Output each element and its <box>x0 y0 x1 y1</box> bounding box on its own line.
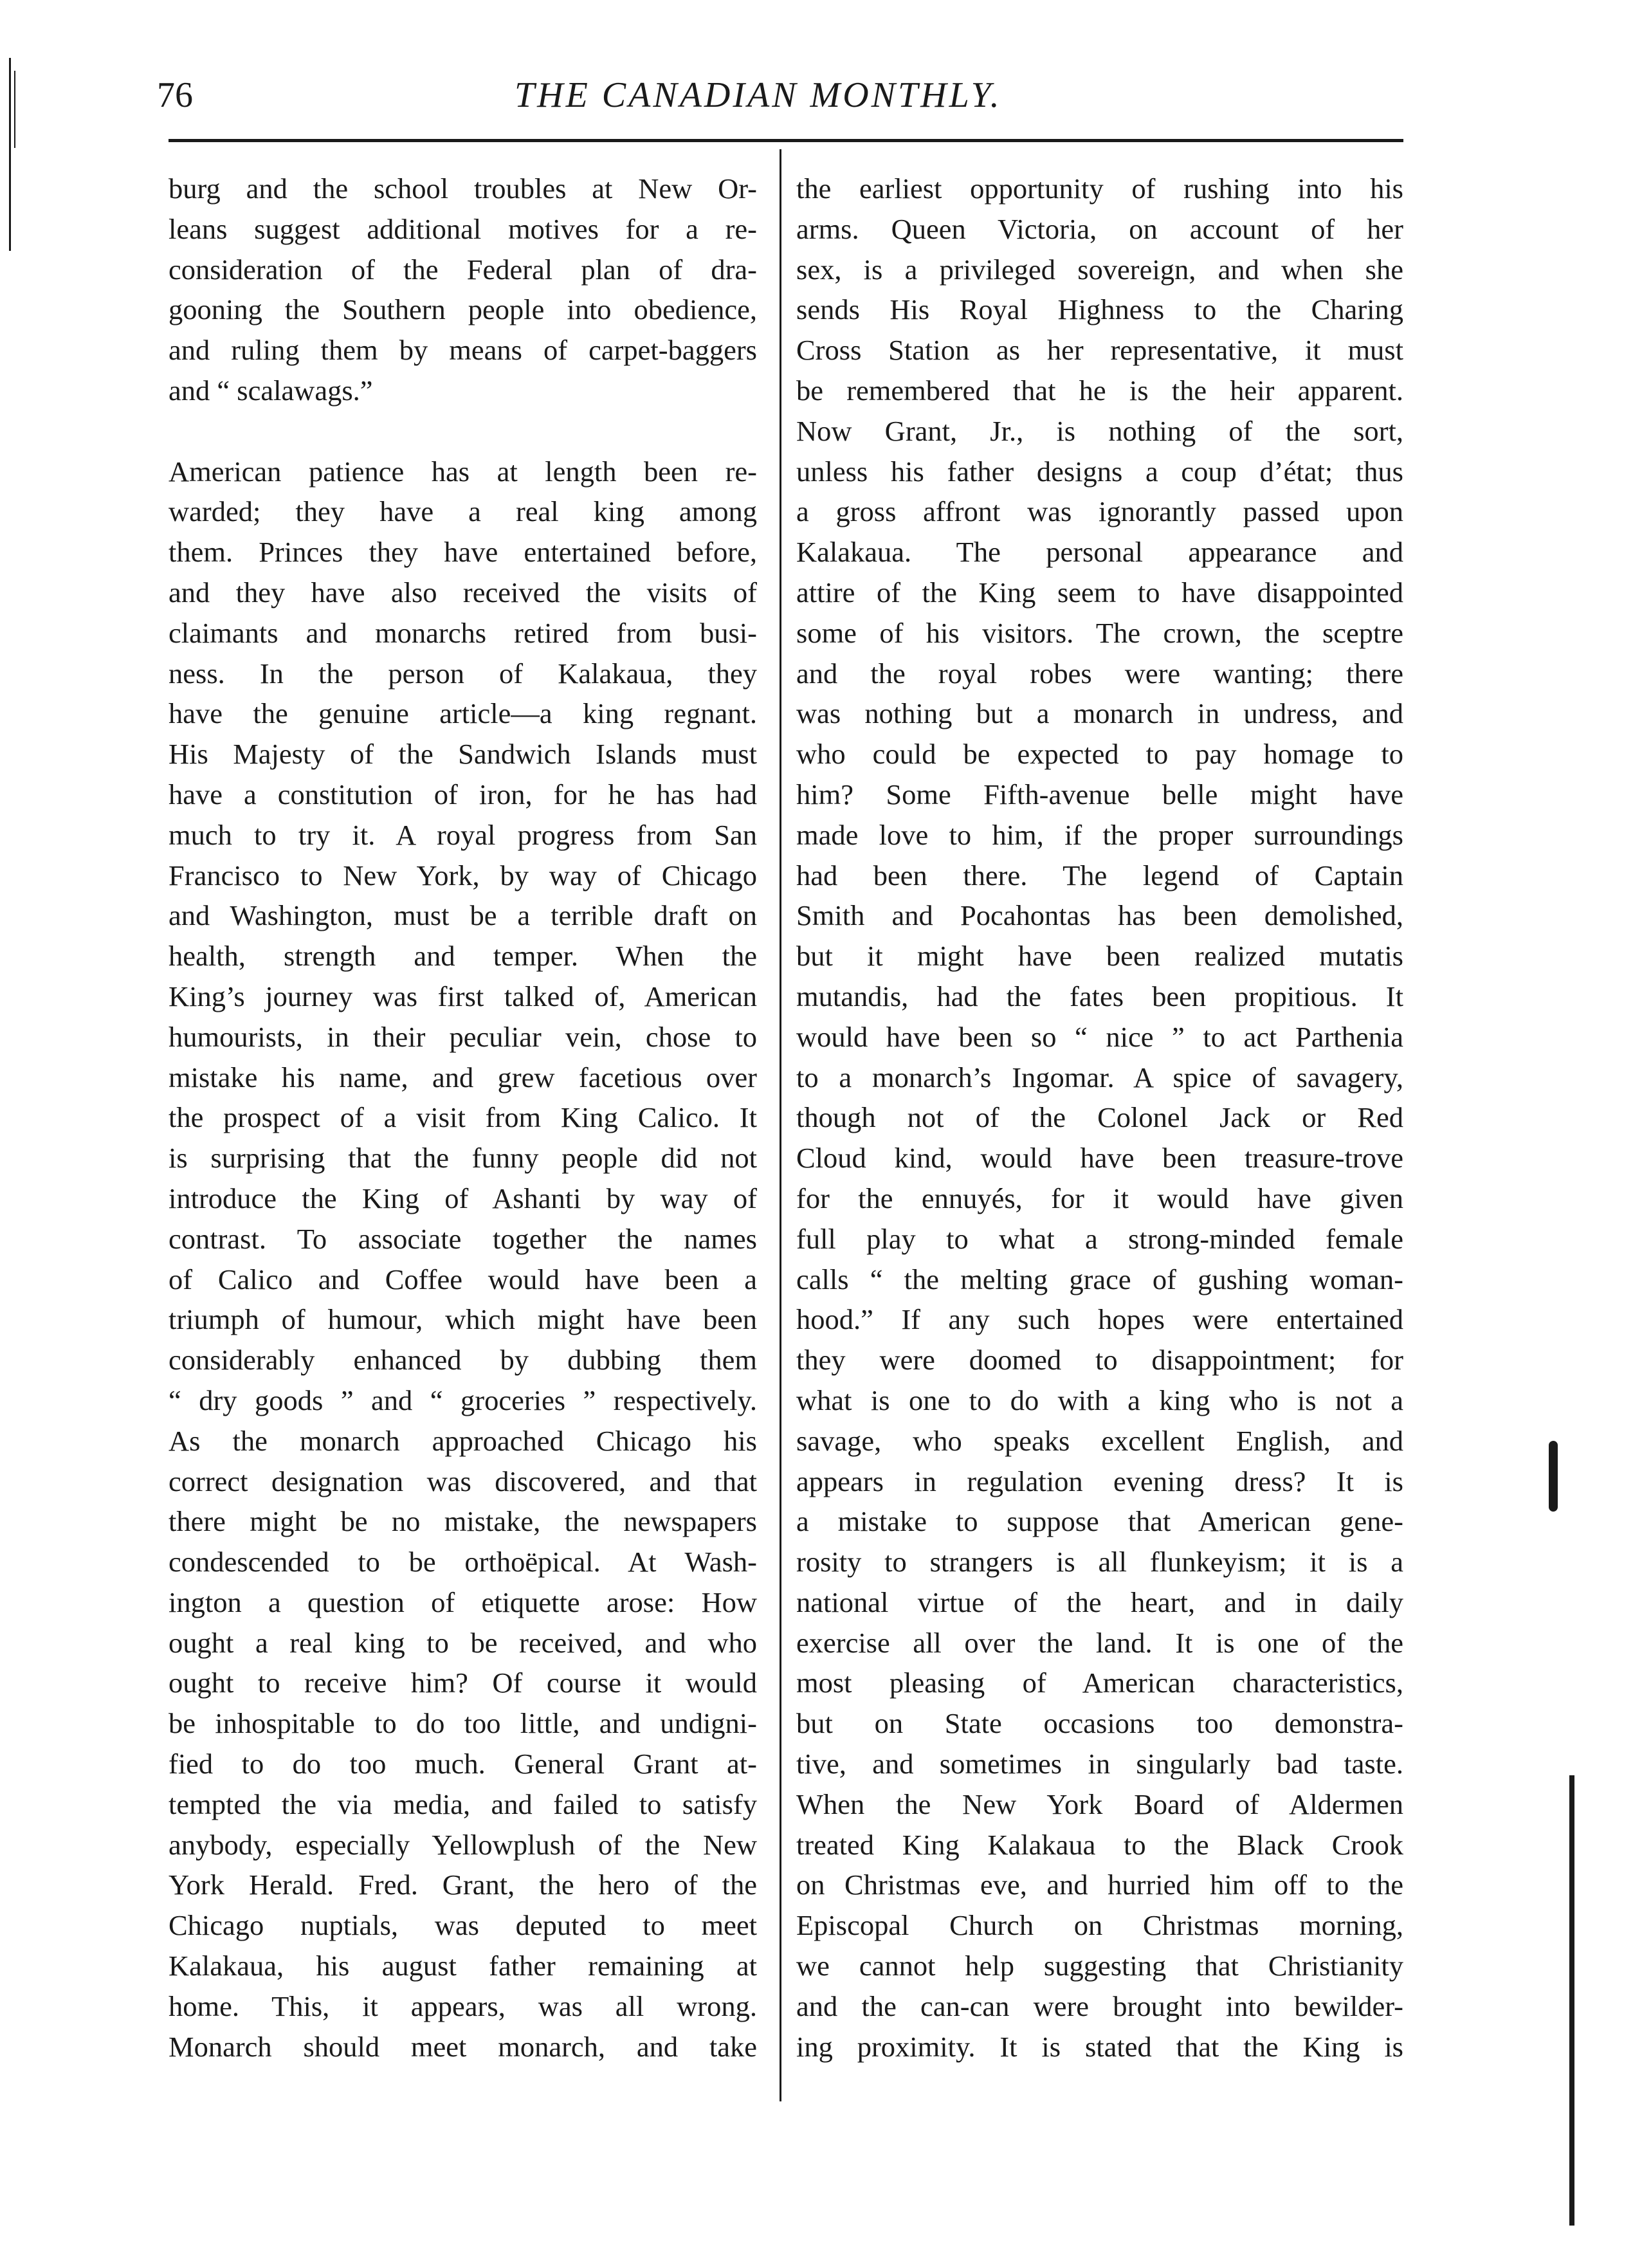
text-line: them. Princes they have entertained before, <box>169 536 757 569</box>
page-number: 76 <box>157 75 193 115</box>
text-line: exercise all over the land. It is one of the <box>796 1626 1403 1659</box>
column-divider <box>780 149 781 2101</box>
text-line: was nothing but a monarch in undress, and <box>796 697 1403 730</box>
text-line: on Christmas eve, and hurried him off to the <box>796 1869 1403 1901</box>
text-line: As the monarch approached Chicago his <box>169 1424 757 1457</box>
text-line: and the can-can were brought into bewilder- <box>796 1989 1403 2022</box>
text-line: consideration of the Federal plan of dra- <box>169 253 757 286</box>
text-line: have a constitution of iron, for he has had <box>169 778 757 810</box>
text-line: unless his father designs a coup d’état; thus <box>796 455 1403 488</box>
text-line: him? Some Fifth-avenue belle might have <box>796 778 1403 810</box>
text-line: ington a question of etiquette arose: How <box>169 1586 757 1618</box>
text-line: the earliest opportunity of rushing into his <box>796 172 1403 205</box>
text-line: and the royal robes were wanting; there <box>796 657 1403 690</box>
text-line: “ dry goods ” and “ groceries ” respectively. <box>169 1384 757 1416</box>
text-line: arms. Queen Victoria, on account of her <box>796 212 1403 245</box>
text-line: condescended to be orthoëpical. At Wash- <box>169 1546 757 1578</box>
left-column <box>169 169 757 2067</box>
text-line: what is one to do with a king who is not a <box>796 1384 1403 1416</box>
text-line: appears in regulation evening dress? It is <box>796 1465 1403 1497</box>
text-line: humourists, in their peculiar vein, chose to <box>169 1020 757 1053</box>
binding-edge-mark <box>14 71 15 148</box>
text-line: warded; they have a real king among <box>169 495 757 528</box>
text-line: though not of the Colonel Jack or Red <box>796 1101 1403 1134</box>
text-line: Episcopal Church on Christmas morning, <box>796 1909 1403 1942</box>
page-edge-mark <box>1549 1441 1558 1512</box>
text-line: there might be no mistake, the newspapers <box>169 1505 757 1538</box>
text-line: His Majesty of the Sandwich Islands must <box>169 738 757 771</box>
text-line: Francisco to New York, by way of Chicago <box>169 859 757 892</box>
text-line: When the New York Board of Aldermen <box>796 1788 1403 1820</box>
text-line: Chicago nuptials, was deputed to meet <box>169 1909 757 1942</box>
text-line: fied to do too much. General Grant at- <box>169 1748 757 1780</box>
text-line: who could be expected to pay homage to <box>796 738 1403 771</box>
page-edge-mark <box>1569 1775 1574 2226</box>
text-line: be remembered that he is the heir apparent. <box>796 374 1403 407</box>
text-line: mistake his name, and grew facetious over <box>169 1061 757 1093</box>
binding-edge-mark <box>9 58 11 251</box>
text-line: anybody, especially Yellowplush of the New <box>169 1828 757 1861</box>
text-line: made love to him, if the proper surroundings <box>796 818 1403 851</box>
text-line: treated King Kalakaua to the Black Crook <box>796 1828 1403 1861</box>
text-line: be inhospitable to do too little, and undigni- <box>169 1707 757 1740</box>
text-line: savage, who speaks excellent English, and <box>796 1424 1403 1457</box>
text-line: and “ scalawags.” <box>169 374 373 407</box>
text-line: health, strength and temper. When the <box>169 940 757 973</box>
text-line: a gross affront was ignorantly passed upon <box>796 495 1403 528</box>
text-line: tempted the via media, and failed to satisfy <box>169 1788 757 1820</box>
text-line: ought to receive him? Of course it would <box>169 1667 757 1699</box>
text-line: Smith and Pocahontas has been demolished, <box>796 899 1403 932</box>
text-line: burg and the school troubles at New Or- <box>169 172 757 205</box>
text-line: triumph of humour, which might have been <box>169 1303 757 1336</box>
text-line: gooning the Southern people into obedience, <box>169 293 757 326</box>
text-line: full play to what a strong-minded female <box>796 1222 1403 1255</box>
text-line: home. This, it appears, was all wrong. <box>169 1989 757 2022</box>
text-line: mutandis, had the fates been propitious. It <box>796 980 1403 1012</box>
text-line: we cannot help suggesting that Christianity <box>796 1950 1403 1982</box>
text-line: and ruling them by means of carpet-baggers <box>169 334 757 367</box>
text-line: have the genuine article—a king regnant. <box>169 697 757 730</box>
text-line: a mistake to suppose that American gene- <box>796 1505 1403 1538</box>
text-line: attire of the King seem to have disappointed <box>796 576 1403 608</box>
text-line: had been there. The legend of Captain <box>796 859 1403 892</box>
text-line: some of his visitors. The crown, the sceptre <box>796 616 1403 649</box>
text-line: Kalakaua. The personal appearance and <box>796 536 1403 569</box>
text-line: Kalakaua, his august father remaining at <box>169 1950 757 1982</box>
text-line: King’s journey was first talked of, American <box>169 980 757 1012</box>
text-line: is surprising that the funny people did not <box>169 1142 757 1175</box>
text-line: most pleasing of American characteristics, <box>796 1667 1403 1699</box>
text-line: American patience has at length been re- <box>169 455 757 488</box>
text-line: ought a real king to be received, and who <box>169 1626 757 1659</box>
text-line: claimants and monarchs retired from busi- <box>169 616 757 649</box>
text-line: they were doomed to disappointment; for <box>796 1344 1403 1376</box>
text-line: ing proximity. It is stated that the King is <box>796 2030 1403 2063</box>
text-line: ness. In the person of Kalakaua, they <box>169 657 757 690</box>
text-line: calls “ the melting grace of gushing woman- <box>796 1263 1403 1295</box>
text-line: sex, is a privileged sovereign, and when she <box>796 253 1403 286</box>
text-line: Cross Station as her representative, it must <box>796 334 1403 367</box>
right-column <box>796 169 1403 2067</box>
text-line: Now Grant, Jr., is nothing of the sort, <box>796 414 1403 447</box>
text-line: national virtue of the heart, and in daily <box>796 1586 1403 1618</box>
text-line: to a monarch’s Ingomar. A spice of savagery, <box>796 1061 1403 1093</box>
text-line: introduce the King of Ashanti by way of <box>169 1182 757 1214</box>
header-rule <box>169 139 1403 142</box>
text-line: considerably enhanced by dubbing them <box>169 1344 757 1376</box>
text-line: much to try it. A royal progress from San <box>169 818 757 851</box>
text-line: leans suggest additional motives for a re- <box>169 212 757 245</box>
paragraph-break <box>169 411 757 452</box>
text-line: sends His Royal Highness to the Charing <box>796 293 1403 326</box>
text-line: and they have also received the visits of <box>169 576 757 608</box>
text-line: tive, and sometimes in singularly bad taste. <box>796 1748 1403 1780</box>
text-line: and Washington, must be a terrible draft on <box>169 899 757 932</box>
text-line: for the ennuyés, for it would have given <box>796 1182 1403 1214</box>
text-line: correct designation was discovered, and that <box>169 1465 757 1497</box>
text-line: would have been so “ nice ” to act Parthenia <box>796 1020 1403 1053</box>
text-line: hood.” If any such hopes were entertained <box>796 1303 1403 1336</box>
text-line: rosity to strangers is all flunkeyism; it is a <box>796 1546 1403 1578</box>
text-line: Monarch should meet monarch, and take <box>169 2030 757 2063</box>
text-line: the prospect of a visit from King Calico. It <box>169 1101 757 1134</box>
text-line: Cloud kind, would have been treasure-trove <box>796 1142 1403 1175</box>
text-line: York Herald. Fred. Grant, the hero of the <box>169 1869 757 1901</box>
text-line: but it might have been realized mutatis <box>796 940 1403 973</box>
running-head: THE CANADIAN MONTHLY. <box>515 75 1002 115</box>
text-line: contrast. To associate together the names <box>169 1222 757 1255</box>
text-line: of Calico and Coffee would have been a <box>169 1263 757 1295</box>
text-line: but on State occasions too demonstra- <box>796 1707 1403 1740</box>
